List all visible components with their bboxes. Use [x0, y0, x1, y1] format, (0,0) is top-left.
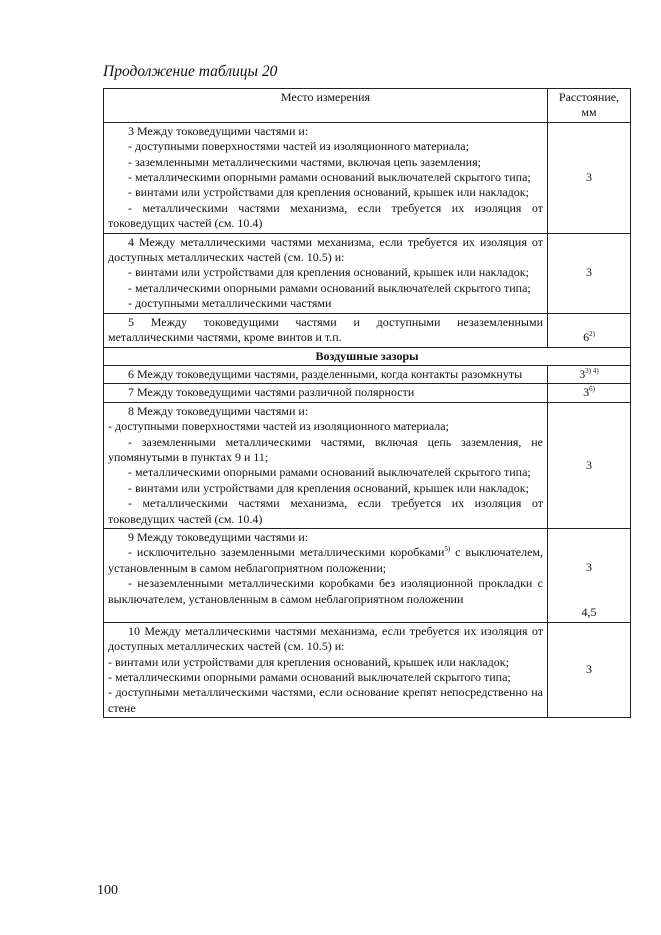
row-9-footnote: 5)	[444, 545, 451, 554]
row-7-value-cell	[548, 384, 631, 402]
row-7-value: 3	[583, 385, 590, 400]
row-4-line: - винтами или устройствами для крепления оснований, крышек или накладок;	[128, 265, 529, 280]
row-8-line: - заземленными металлическими частями, включая цепь заземления, не упомянутыми в пунктах 9 и 11;	[108, 434, 543, 464]
row-9-line	[108, 545, 543, 576]
row-9-line-text: - исключительно заземленными металлическими коробками	[128, 545, 445, 560]
row-6-line: 6 Между токоведущими частями, разделенными, когда контакты разомкнуты	[128, 366, 523, 381]
row-10-value: 3	[548, 622, 631, 717]
row-4-description	[104, 233, 548, 313]
row-10-line: 10 Между металлическими частями механизма, если требуется их изоляция от доступных металлических частей (см. 10.5) и:	[108, 623, 543, 654]
row-8-line: - металлическими опорными рамами оснований выключателей скрытого типа;	[128, 465, 531, 480]
row-8-description	[104, 402, 548, 528]
row-10-line: - металлическими опорными рамами оснований выключателей скрытого типа;	[108, 670, 511, 684]
table-row	[104, 313, 631, 347]
row-3-line: - винтами или устройствами для крепления оснований, крышек или накладок;	[128, 185, 529, 200]
row-4-value: 3	[548, 233, 631, 313]
row-9-line-text: с выключателем, установленным в самом неблагоприятном положении;	[108, 545, 543, 575]
row-3-line: 3 Между токоведущими частями и:	[128, 123, 309, 138]
row-9-value-b: 4,5	[581, 605, 597, 620]
row-8-line: - доступными поверхностями частей из изоляционного материала;	[108, 419, 449, 434]
row-4-line: - металлическими опорными рамами оснований выключателей скрытого типа;	[128, 280, 531, 295]
row-9-value-cell	[548, 528, 631, 622]
row-8-line: - винтами или устройствами для крепления оснований, крышек или накладок;	[128, 480, 529, 495]
header-place: Место измерения	[104, 89, 548, 123]
row-10-description	[104, 622, 548, 717]
row-4-line: 4 Между металлическими частями механизма, если требуется их изоляция от доступных металлических частей (см. 10.5) и:	[108, 234, 543, 265]
row-9-value-a: 3	[586, 559, 592, 574]
row-5-value-cell	[548, 313, 631, 347]
spacer	[552, 530, 626, 560]
table-caption: Продолжение таблицы 20	[103, 63, 278, 80]
row-6-footnote: 3) 4)	[585, 366, 599, 375]
row-6-value: 3	[579, 366, 586, 381]
row-3-line: - заземленными металлическими частями, включая цепь заземления;	[128, 154, 481, 169]
row-8-line: - металлическими частями механизма, если требуется их изоляция от токоведущих частей (см. 10.4)	[108, 496, 543, 526]
row-9-line: - незаземленными металлическими коробками без изоляционной прокладки с выключателем, установленным в самом неблагоприятном положении	[108, 576, 543, 606]
section-row	[104, 347, 631, 365]
section-title: Воздушные зазоры	[104, 347, 631, 365]
row-3-line: - металлическими частями механизма, если требуется их изоляция от токоведущих частей (см. 10.4)	[108, 200, 543, 231]
measurement-table	[103, 88, 631, 718]
row-9-description	[104, 528, 548, 622]
row-7-line: 7 Между токоведущими частями различной полярности	[128, 385, 415, 400]
table-row	[104, 384, 631, 402]
row-7-footnote: 6)	[589, 385, 595, 394]
page-number: 100	[97, 883, 118, 898]
row-5-value: 6	[583, 330, 590, 345]
table-row	[104, 122, 631, 233]
row-8-value: 3	[548, 402, 631, 528]
row-3-description	[104, 122, 548, 233]
row-7-description	[104, 384, 548, 402]
row-5-description	[104, 313, 548, 347]
header-distance: Расстояние, мм	[548, 89, 631, 123]
table-row	[104, 365, 631, 383]
row-8-line: 8 Между токоведущими частями и:	[128, 403, 309, 418]
table-row	[104, 622, 631, 717]
row-5-footnote: 2)	[589, 330, 595, 339]
table-header-row	[104, 89, 631, 123]
table-row	[104, 402, 631, 528]
row-3-line: - металлическими опорными рамами оснований выключателей скрытого типа;	[128, 170, 531, 185]
row-5-line: 5 Между токоведущими частями и доступными незаземленными металлическими частями, кроме винтов и т.п.	[108, 314, 543, 345]
table-row	[104, 528, 631, 622]
row-9-line: 9 Между токоведущими частями и:	[128, 529, 309, 544]
row-3-line: - доступными поверхностями частей из изоляционного материала;	[128, 139, 469, 154]
row-3-value: 3	[548, 122, 631, 233]
spacer	[552, 575, 626, 605]
table-row	[104, 233, 631, 313]
row-6-description	[104, 365, 548, 383]
row-10-line: - винтами или устройствами для крепления оснований, крышек или накладок;	[108, 654, 509, 669]
row-4-line: - доступными металлическими частями	[128, 296, 332, 311]
row-6-value-cell	[548, 365, 631, 383]
row-10-line: - доступными металлическими частями, если основание крепят непосредственно на стене	[108, 685, 543, 715]
